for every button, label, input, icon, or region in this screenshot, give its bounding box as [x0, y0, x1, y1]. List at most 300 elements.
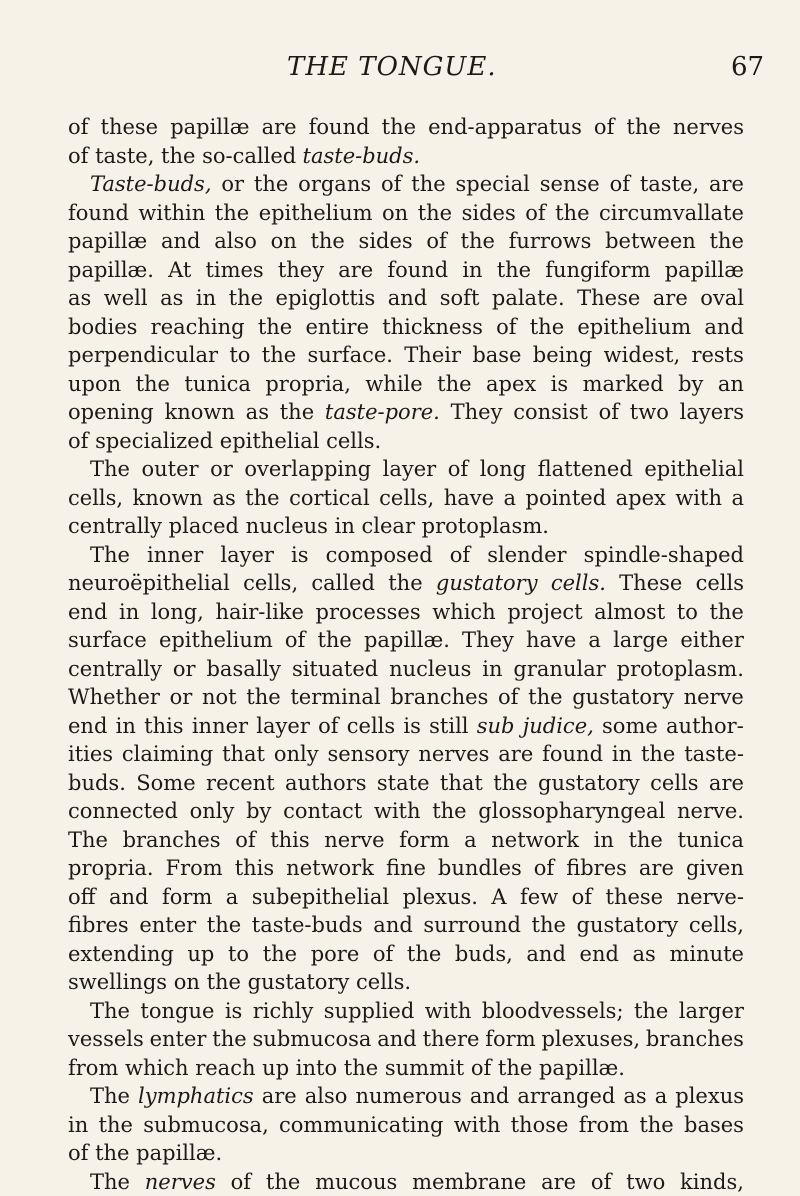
word: of [498, 683, 518, 712]
text-run: from which reach up into the summit of the papillæ. [68, 1054, 625, 1083]
word: in [196, 284, 216, 313]
word: and [704, 313, 744, 342]
word: oval [700, 284, 744, 313]
word: nerve [684, 683, 744, 712]
word: these [606, 883, 664, 912]
text-line [68, 769, 744, 798]
text-line [68, 142, 744, 171]
italic-word: cells. [551, 569, 606, 598]
text-line [68, 113, 744, 142]
word: plexus [675, 1082, 744, 1111]
word: found [309, 113, 370, 142]
word: cortical [289, 484, 370, 513]
word: either [680, 626, 744, 655]
italic-word: taste-pore. [325, 398, 440, 427]
word: end [68, 598, 107, 627]
text-line [68, 398, 744, 427]
word: of [231, 1168, 251, 1196]
text-line [68, 968, 744, 997]
word: and [377, 1025, 417, 1054]
word: are [639, 854, 674, 883]
word: the [432, 797, 466, 826]
word: within [138, 199, 205, 228]
word: form [485, 1025, 535, 1054]
text-line [68, 797, 744, 826]
word: end [580, 940, 619, 969]
word: as [212, 484, 235, 513]
text-line [68, 427, 744, 456]
word: granular [513, 655, 605, 684]
word: nucleus [389, 655, 471, 684]
word: known [133, 484, 203, 513]
word: nerve- [677, 883, 744, 912]
word: The [68, 826, 108, 855]
word: layer [220, 541, 274, 570]
word: They [462, 626, 514, 655]
word: organs [298, 170, 371, 199]
word: cells [696, 569, 744, 598]
word: fungiform [545, 256, 650, 285]
word: by [246, 797, 271, 826]
word: processes [316, 598, 421, 627]
word: of [450, 541, 470, 570]
word: the [245, 484, 279, 513]
word: cells, [68, 484, 123, 513]
word: the [258, 313, 292, 342]
word: two [626, 1168, 665, 1196]
word: centrally [68, 655, 162, 684]
page-header [0, 52, 800, 92]
word: submucosa [253, 1025, 372, 1054]
word: as [246, 398, 269, 427]
word: enter [150, 1025, 207, 1054]
word: with [425, 997, 472, 1026]
word: the [407, 940, 441, 969]
word: bodies [68, 313, 137, 342]
word: bloodvessels; [482, 997, 624, 1026]
word: epithelium [577, 313, 691, 342]
word: also [305, 1082, 348, 1111]
word: still [429, 712, 468, 741]
word: or [173, 655, 196, 684]
word: of [610, 170, 630, 199]
word: to [228, 940, 249, 969]
word: the [709, 227, 743, 256]
word: claiming [122, 740, 213, 769]
word: the [709, 598, 743, 627]
word: buds. [68, 769, 126, 798]
word: the [317, 626, 351, 655]
word: a [464, 826, 477, 855]
word: while [365, 370, 422, 399]
word: are [709, 769, 744, 798]
word: of [534, 854, 554, 883]
text-run: centrally placed nucleus in clear protoplasm. [68, 512, 549, 541]
word: ities [68, 740, 113, 769]
text-run: of specialized epithelial cells. [68, 427, 381, 456]
running-title: THE TONGUE. [287, 52, 497, 82]
word: papillæ [68, 227, 147, 256]
word: palate. [492, 284, 565, 313]
word: layer [383, 455, 437, 484]
word: overlapping [244, 455, 371, 484]
word: end-apparatus [428, 113, 582, 142]
word: epiglottis [276, 284, 376, 313]
word: pointed [526, 484, 607, 513]
text-line [68, 541, 744, 570]
word: as [633, 940, 656, 969]
word: with [454, 1111, 501, 1140]
word: the [634, 997, 668, 1026]
text-line [68, 1082, 744, 1111]
word: some [602, 712, 658, 741]
word: papillæ. [364, 626, 450, 655]
italic-word: nerves [145, 1168, 216, 1196]
word: a [731, 484, 744, 513]
word: is [551, 370, 569, 399]
word: The [90, 455, 130, 484]
word: circumvallate [599, 199, 744, 228]
word: network [286, 854, 374, 883]
word: consist [513, 398, 588, 427]
text-line [68, 911, 744, 940]
text-line [68, 484, 744, 513]
word: the [246, 683, 280, 712]
text-line [68, 199, 744, 228]
word: called [311, 569, 375, 598]
word: few [520, 883, 558, 912]
word: apex [616, 484, 666, 513]
text-line [68, 883, 744, 912]
text-line [68, 740, 744, 769]
word: extending [68, 940, 174, 969]
word: hair-like [215, 598, 303, 627]
word: Whether [68, 683, 160, 712]
word: form [399, 826, 449, 855]
word: widest, [604, 341, 680, 370]
word: apex [486, 370, 536, 399]
word: author- [666, 712, 744, 741]
word: taste-buds [252, 911, 363, 940]
word: in [462, 256, 482, 285]
word: plexus. [403, 883, 478, 912]
word: of [594, 113, 614, 142]
word: epithelium [159, 626, 273, 655]
word: network [491, 826, 579, 855]
word: outer [142, 455, 199, 484]
word: this [144, 712, 183, 741]
word: cells, [243, 569, 298, 598]
word: nerve. [677, 797, 744, 826]
italic-word: Taste-buds, [90, 170, 212, 199]
word: or [170, 683, 193, 712]
word: bases [684, 1111, 744, 1140]
word: protoplasm. [617, 655, 744, 684]
word: cells [347, 712, 395, 741]
word: by [678, 370, 703, 399]
text-line [68, 512, 744, 541]
word: of [525, 199, 545, 228]
word: layers [680, 398, 744, 427]
word: the [497, 256, 531, 285]
word: minute [669, 940, 744, 969]
text-run: swellings on the gustatory cells. [68, 968, 411, 997]
word: fine [386, 854, 426, 883]
word: a [588, 626, 601, 655]
word: nerve [324, 826, 384, 855]
word: enter [139, 911, 196, 940]
word: the [628, 826, 662, 855]
text-line [68, 997, 744, 1026]
word: and [388, 284, 428, 313]
word: form [162, 883, 212, 912]
word: in [612, 740, 632, 769]
word: the [382, 113, 416, 142]
word: is [403, 712, 421, 741]
word: flattened [538, 455, 633, 484]
word: layer [256, 712, 310, 741]
word: propria, [265, 370, 351, 399]
word: of [496, 313, 516, 342]
word: surface. [307, 341, 393, 370]
word: the [212, 1025, 246, 1054]
word: almost [594, 598, 665, 627]
word: in [68, 1111, 88, 1140]
word: situated [292, 655, 378, 684]
word: is [225, 997, 243, 1026]
word: they [278, 256, 324, 285]
word: in [116, 712, 136, 741]
word: thickness [382, 313, 483, 342]
italic-word: judice, [523, 712, 594, 741]
word: that [440, 769, 483, 798]
word: from [579, 1111, 629, 1140]
word: end [68, 712, 107, 741]
word: between [605, 227, 696, 256]
text-line [68, 1025, 744, 1054]
page-number: 67 [731, 52, 764, 82]
word: those [511, 1111, 569, 1140]
word: are [338, 256, 373, 285]
word: of [591, 1168, 611, 1196]
word: of [235, 826, 255, 855]
text-line [68, 256, 744, 285]
word: communicating [279, 1111, 443, 1140]
text-line [68, 1054, 744, 1083]
word: gustatory [538, 769, 640, 798]
word: At [168, 256, 191, 285]
word: branches [646, 1025, 744, 1054]
text-line [68, 313, 744, 342]
word: a [504, 484, 517, 513]
word: plexuses, [541, 1025, 640, 1054]
word: slender [487, 541, 566, 570]
word: the [639, 1111, 673, 1140]
word: this [235, 854, 274, 883]
text-line [68, 712, 744, 741]
word: They [451, 398, 503, 427]
word: surface [68, 626, 147, 655]
word: of [285, 626, 305, 655]
word: bundles [438, 854, 522, 883]
text-run: of taste, the so-called [68, 142, 296, 171]
word: are [541, 1168, 576, 1196]
word: in [482, 655, 502, 684]
word: papillæ [665, 256, 744, 285]
word: taste- [684, 740, 744, 769]
word: subepithelial [252, 883, 389, 912]
word: fibres [68, 911, 129, 940]
word: an [718, 370, 744, 399]
word: entire [305, 313, 369, 342]
word: this [270, 826, 309, 855]
word: or [221, 170, 244, 199]
word: long, [151, 598, 204, 627]
text-line [68, 1139, 744, 1168]
word: only [190, 797, 235, 826]
word: The [90, 541, 130, 570]
word: propria. [68, 854, 154, 883]
word: to [229, 341, 250, 370]
word: times [205, 256, 263, 285]
text-line [68, 598, 744, 627]
word: the [280, 398, 314, 427]
word: as [160, 284, 183, 313]
word: the [641, 740, 675, 769]
word: opening [68, 398, 154, 427]
word: inner [192, 712, 248, 741]
italic-word: lymphatics [138, 1082, 254, 1111]
word: tongue [140, 997, 214, 1026]
word: and [161, 227, 201, 256]
word: large [613, 626, 668, 655]
word: The [90, 1082, 130, 1111]
word: project [507, 598, 582, 627]
word: cells [650, 769, 698, 798]
word: taste, [640, 170, 699, 199]
italic-term: taste-buds. [303, 142, 421, 171]
word: sense [540, 170, 600, 199]
word: epithelium [259, 199, 373, 228]
word: state [377, 769, 430, 798]
text-line [68, 569, 744, 598]
word: to [677, 598, 698, 627]
text-line [68, 683, 744, 712]
word: of [68, 113, 88, 142]
word: upon [68, 370, 121, 399]
word: furrows [509, 227, 592, 256]
word: gustatory [577, 911, 679, 940]
word: tunica [184, 370, 251, 399]
word: fibres [566, 854, 627, 883]
word: have [444, 484, 494, 513]
word: the [266, 1168, 300, 1196]
text-line [68, 341, 744, 370]
word: on [271, 227, 297, 256]
word: in [594, 826, 614, 855]
word: a [655, 1082, 668, 1111]
word: up [187, 940, 214, 969]
word: these [101, 113, 159, 142]
word: marked [583, 370, 664, 399]
text-run: of the papillæ. [68, 1139, 222, 1168]
word: the [532, 911, 566, 940]
word: of [599, 398, 619, 427]
word: not [202, 683, 237, 712]
word: cells, [689, 911, 744, 940]
word: the [215, 199, 249, 228]
word: pore [311, 940, 360, 969]
word: epithelial [644, 455, 744, 484]
word: and [109, 883, 149, 912]
word: given [686, 854, 744, 883]
word: The [90, 1168, 130, 1196]
word: are [262, 113, 297, 142]
word: the [418, 199, 452, 228]
word: of [448, 455, 468, 484]
text-line [68, 854, 744, 883]
word: the [411, 170, 445, 199]
text-line [68, 284, 744, 313]
word: are [498, 740, 533, 769]
word: supplied [324, 997, 415, 1026]
word: the [530, 313, 564, 342]
word: sensory [327, 740, 409, 769]
word: as [68, 284, 91, 313]
word: which [432, 598, 496, 627]
word: These [577, 284, 640, 313]
word: nerves [418, 740, 489, 769]
word: cells, [379, 484, 434, 513]
word: richly [253, 997, 314, 1026]
word: nerves [673, 113, 744, 142]
word: submucosa, [143, 1111, 269, 1140]
word: in [119, 598, 139, 627]
word: found [387, 256, 448, 285]
word: branches [390, 683, 488, 712]
word: authors [285, 769, 366, 798]
text-line [68, 227, 744, 256]
text-line [68, 1168, 744, 1196]
word: Their [404, 341, 461, 370]
word: the [388, 569, 422, 598]
word: vessels [68, 1025, 144, 1054]
word: are [653, 284, 688, 313]
word: the [461, 227, 495, 256]
word: also [214, 227, 257, 256]
text-line [68, 626, 744, 655]
word: well [104, 284, 148, 313]
word: reaching [151, 313, 245, 342]
text-line [68, 940, 744, 969]
word: tunica [677, 826, 744, 855]
word: From [166, 854, 223, 883]
word: there [423, 1025, 480, 1054]
text-line [68, 826, 744, 855]
word: and [373, 911, 413, 940]
word: papillæ. [68, 256, 154, 285]
word: two [630, 398, 669, 427]
word: base [472, 341, 521, 370]
word: sides [462, 199, 516, 228]
word: sides [359, 227, 413, 256]
word: mucous [315, 1168, 397, 1196]
word: inner [147, 541, 203, 570]
word: connected [68, 797, 178, 826]
word: A [491, 883, 506, 912]
word: of [373, 940, 393, 969]
word: recent [206, 769, 275, 798]
